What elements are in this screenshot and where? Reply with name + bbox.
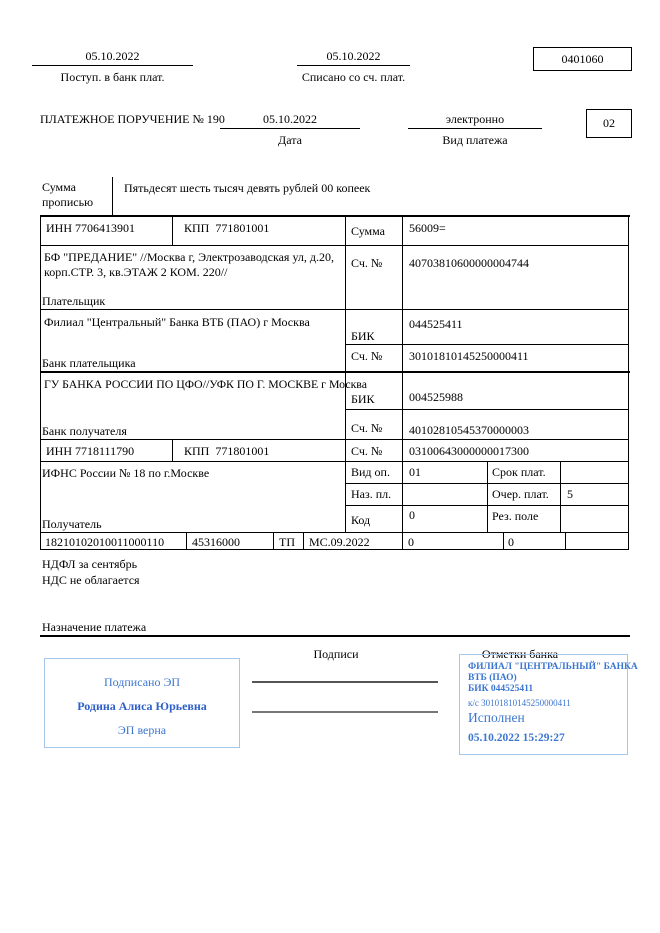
signature-line-2 <box>252 711 438 713</box>
debited-date: 05.10.2022 <box>326 49 381 63</box>
payment-kind-value: электронно <box>445 112 505 126</box>
bank-stamp-name-2: ВТБ (ПАО) <box>468 673 517 683</box>
status-code-box <box>586 109 632 138</box>
payer-section-label: Плательщик <box>42 294 106 308</box>
table-line <box>40 371 630 373</box>
debited-date-underline <box>297 65 410 66</box>
payment-basis: ТП <box>279 535 295 549</box>
form-code-box <box>533 47 632 71</box>
amount-in-words: Пятьдесят шесть тысяч девять рублей 00 копеек <box>124 181 371 195</box>
bank-stamp-name-1: ФИЛИАЛ "ЦЕНТРАЛЬНЫЙ" БАНКА <box>468 662 638 672</box>
table-line <box>565 532 566 549</box>
table-line <box>40 439 629 440</box>
table-border-top <box>40 215 630 217</box>
naz-pl-label: Наз. пл. <box>351 487 392 501</box>
signatures-label: Подписи <box>313 647 359 661</box>
payee-bank-bik: 004525988 <box>409 390 463 404</box>
payer-name-address: БФ "ПРЕДАНИЕ" //Москва г, Электрозаводская ул, д.20, корп.СТР. 3, кв.ЭТАЖ 2 КОМ. 220// <box>44 250 335 279</box>
ocher-plat-value: 5 <box>567 487 573 501</box>
table-line <box>172 215 173 245</box>
doc-number-code: 0 <box>408 535 414 549</box>
payment-kind-label: Вид платежа <box>442 133 508 147</box>
status-code: 02 <box>603 116 615 130</box>
payee-account-label: Сч. № <box>351 444 383 458</box>
document-date: 05.10.2022 <box>263 112 317 126</box>
srok-plat-label: Срок плат. <box>492 465 546 479</box>
payer-kpp: КПП 771801001 <box>184 221 270 235</box>
table-line <box>273 532 274 549</box>
purpose-line-1: НДФЛ за сентябрь <box>42 557 138 571</box>
payee-bank-bik-label: БИК <box>351 392 375 406</box>
esignature-valid-label: ЭП верна <box>117 723 167 737</box>
payer-bank-corr-account: 30101810145250000411 <box>409 349 529 363</box>
purpose-section-label: Назначение платежа <box>42 620 147 634</box>
bank-stamp-status: Исполнен <box>468 710 525 725</box>
table-line <box>345 409 629 410</box>
table-line <box>503 532 504 549</box>
table-line <box>40 245 629 246</box>
payee-name: ИФНС России № 18 по г.Москве <box>42 466 210 480</box>
table-line <box>402 215 403 549</box>
received-date-underline <box>32 65 193 66</box>
bank-marks-label: Отметки банка <box>481 647 559 661</box>
ocher-plat-label: Очер. плат. <box>492 487 549 501</box>
received-in-bank-label: Поступ. в банк плат. <box>60 70 165 84</box>
vid-op-label: Вид оп. <box>351 465 390 479</box>
esignature-signed-label: Подписано ЭП <box>103 675 181 689</box>
table-line <box>345 344 629 345</box>
payee-bank-name: ГУ БАНКА РОССИИ ПО ЦФО//УФК ПО Г. МОСКВЕ г Москва <box>44 377 367 391</box>
sum-label: Сумма <box>351 224 385 238</box>
payee-account: 03100643000000017300 <box>409 444 529 458</box>
table-line <box>560 461 561 532</box>
oktmo-code: 45316000 <box>192 535 240 549</box>
payee-section-label: Получатель <box>42 517 102 531</box>
payment-kind-underline <box>408 128 542 129</box>
payee-bank-section-label: Банк получателя <box>42 424 127 438</box>
payee-bank-account-label: Сч. № <box>351 421 383 435</box>
amount-words-divider <box>112 177 113 216</box>
table-border-right <box>628 215 629 550</box>
table-line <box>172 439 173 461</box>
payer-bank-bik: 044525411 <box>409 317 463 331</box>
rez-pole-label: Рез. поле <box>492 509 539 523</box>
bank-stamp-corr-account: к/с 30101810145250000411 <box>468 698 571 708</box>
payer-bank-section-label: Банк плательщика <box>42 356 136 370</box>
form-code: 0401060 <box>561 51 604 66</box>
kod-label: Код <box>351 513 371 527</box>
vid-op-value: 01 <box>409 465 421 479</box>
doc-date-code: 0 <box>508 535 514 549</box>
received-in-bank-date: 05.10.2022 <box>85 49 140 63</box>
table-line <box>487 461 488 532</box>
purpose-underline <box>40 635 630 637</box>
bank-stamp-datetime: 05.10.2022 15:29:27 <box>468 732 565 744</box>
payer-inn: ИНН 7706413901 <box>46 221 135 235</box>
table-border-bottom <box>40 549 629 550</box>
amount-words-label-2: прописью <box>42 195 94 209</box>
document-date-underline <box>220 128 360 129</box>
payee-inn: ИНН 7718111790 <box>46 444 135 458</box>
document-title: ПЛАТЕЖНОЕ ПОРУЧЕНИЕ № 190 <box>40 112 225 126</box>
date-label: Дата <box>278 133 302 147</box>
table-line <box>40 532 629 533</box>
payee-bank-account: 40102810545370000003 <box>409 423 529 437</box>
table-line <box>40 461 629 462</box>
table-line <box>40 309 629 310</box>
sum-value: 56009= <box>409 221 446 235</box>
payer-account: 40703810600000004744 <box>409 256 529 270</box>
amount-words-label-1: Сумма <box>42 180 76 194</box>
esignature-signer-name: Родина Алиса Юрьевна <box>77 699 207 713</box>
debited-label: Списано со сч. плат. <box>301 70 406 84</box>
table-border-left <box>40 215 41 550</box>
payer-account-label: Сч. № <box>351 256 383 270</box>
table-line <box>345 215 346 532</box>
kod-value: 0 <box>409 508 415 522</box>
tax-period: МС.09.2022 <box>309 535 370 549</box>
esignature-stamp <box>44 658 240 748</box>
table-line <box>186 532 187 549</box>
table-line <box>303 532 304 549</box>
bank-stamp-bik: БИК 044525411 <box>468 684 534 694</box>
kbk-code: 18210102010011000110 <box>45 535 165 549</box>
payer-bank-bik-label: БИК <box>351 329 375 343</box>
payee-kpp: КПП 771801001 <box>184 444 270 458</box>
payer-bank-account-label: Сч. № <box>351 349 383 363</box>
signature-line-1 <box>252 681 438 683</box>
purpose-line-2: НДС не облагается <box>42 573 140 587</box>
payer-bank-name: Филиал "Центральный" Банка ВТБ (ПАО) г Москва <box>44 315 310 329</box>
bank-execution-stamp <box>459 654 638 755</box>
